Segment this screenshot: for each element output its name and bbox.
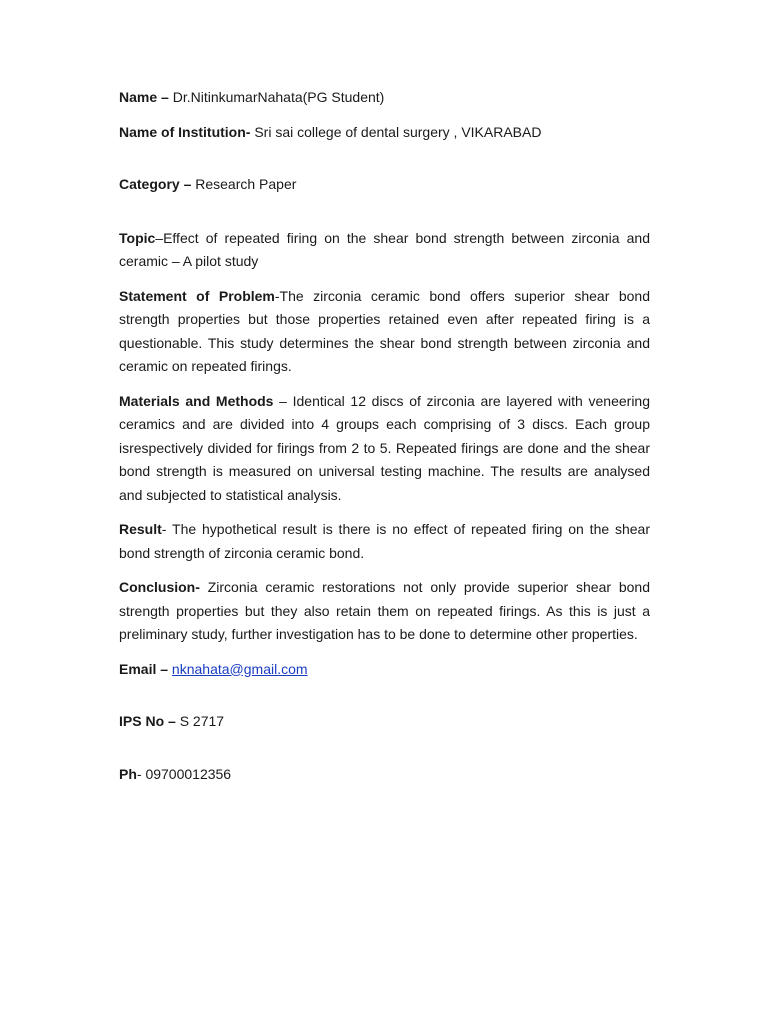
category-value: Research Paper bbox=[195, 176, 297, 192]
result-paragraph bbox=[119, 518, 650, 565]
methods-value: – Identical 12 discs of zirconia are layered with veneering ceramics and are divided into 4 groups each comprising of 3 discs. Each group isrespectively divided for firings from 2 to 5. Repeated firings are done and the shear bond strength is measured on universal testing machine. The results are analysed and subjected to statistical analysis. bbox=[119, 392, 651, 503]
name-label: Name – bbox=[119, 89, 169, 105]
email-link[interactable]: nknahata@gmail.com bbox=[171, 660, 308, 677]
topic-value: –Effect of repeated firing on the shear bond strength between zirconia and ceramic – A pilot study bbox=[119, 229, 650, 269]
result-value: - The hypothetical result is there is no effect of repeated firing on the shear bond strength of zirconia ceramic bond. bbox=[119, 521, 650, 561]
ips-value: S 2717 bbox=[179, 713, 225, 729]
institution-label: Name of Institution- bbox=[119, 123, 251, 140]
result-label: Result bbox=[119, 521, 162, 537]
problem-label: Statement of Problem bbox=[119, 287, 275, 304]
conclusion-paragraph bbox=[119, 576, 650, 647]
phone-label: Ph bbox=[119, 765, 137, 782]
methods-paragraph bbox=[119, 390, 650, 508]
conclusion-label: Conclusion- bbox=[119, 579, 200, 595]
name-value: Dr.NitinkumarNahata(PG Student) bbox=[172, 89, 385, 105]
problem-paragraph bbox=[119, 285, 650, 379]
category-label: Category – bbox=[119, 176, 192, 192]
problem-value: -The zirconia ceramic bond offers superior shear bond strength properties but those properties retained even after repeated firing is a questionable. This study determines the shear bond strength between zirconia and ceramic on repeated firings. bbox=[119, 287, 650, 374]
phone-value: - 09700012356 bbox=[136, 765, 232, 782]
conclusion-value: Zirconia ceramic restorations not only provide superior shear bond strength properties but they also retain them on repeated firings. As this is just a preliminary study, further investigation has to be done to determine other properties. bbox=[119, 579, 651, 642]
ips-label: IPS No – bbox=[119, 713, 176, 729]
methods-label: Materials and Methods bbox=[119, 392, 274, 409]
category-line bbox=[119, 173, 650, 197]
institution-line bbox=[119, 121, 650, 145]
abstract-content bbox=[119, 86, 650, 786]
topic-label: Topic bbox=[119, 229, 156, 246]
phone-line bbox=[119, 763, 650, 787]
institution-value: Sri sai college of dental surgery , VIKARABAD bbox=[254, 123, 542, 140]
email-label: Email – bbox=[119, 660, 169, 677]
name-line bbox=[119, 86, 650, 110]
ips-line bbox=[119, 710, 650, 734]
topic-paragraph bbox=[119, 227, 650, 274]
email-line bbox=[119, 658, 650, 682]
